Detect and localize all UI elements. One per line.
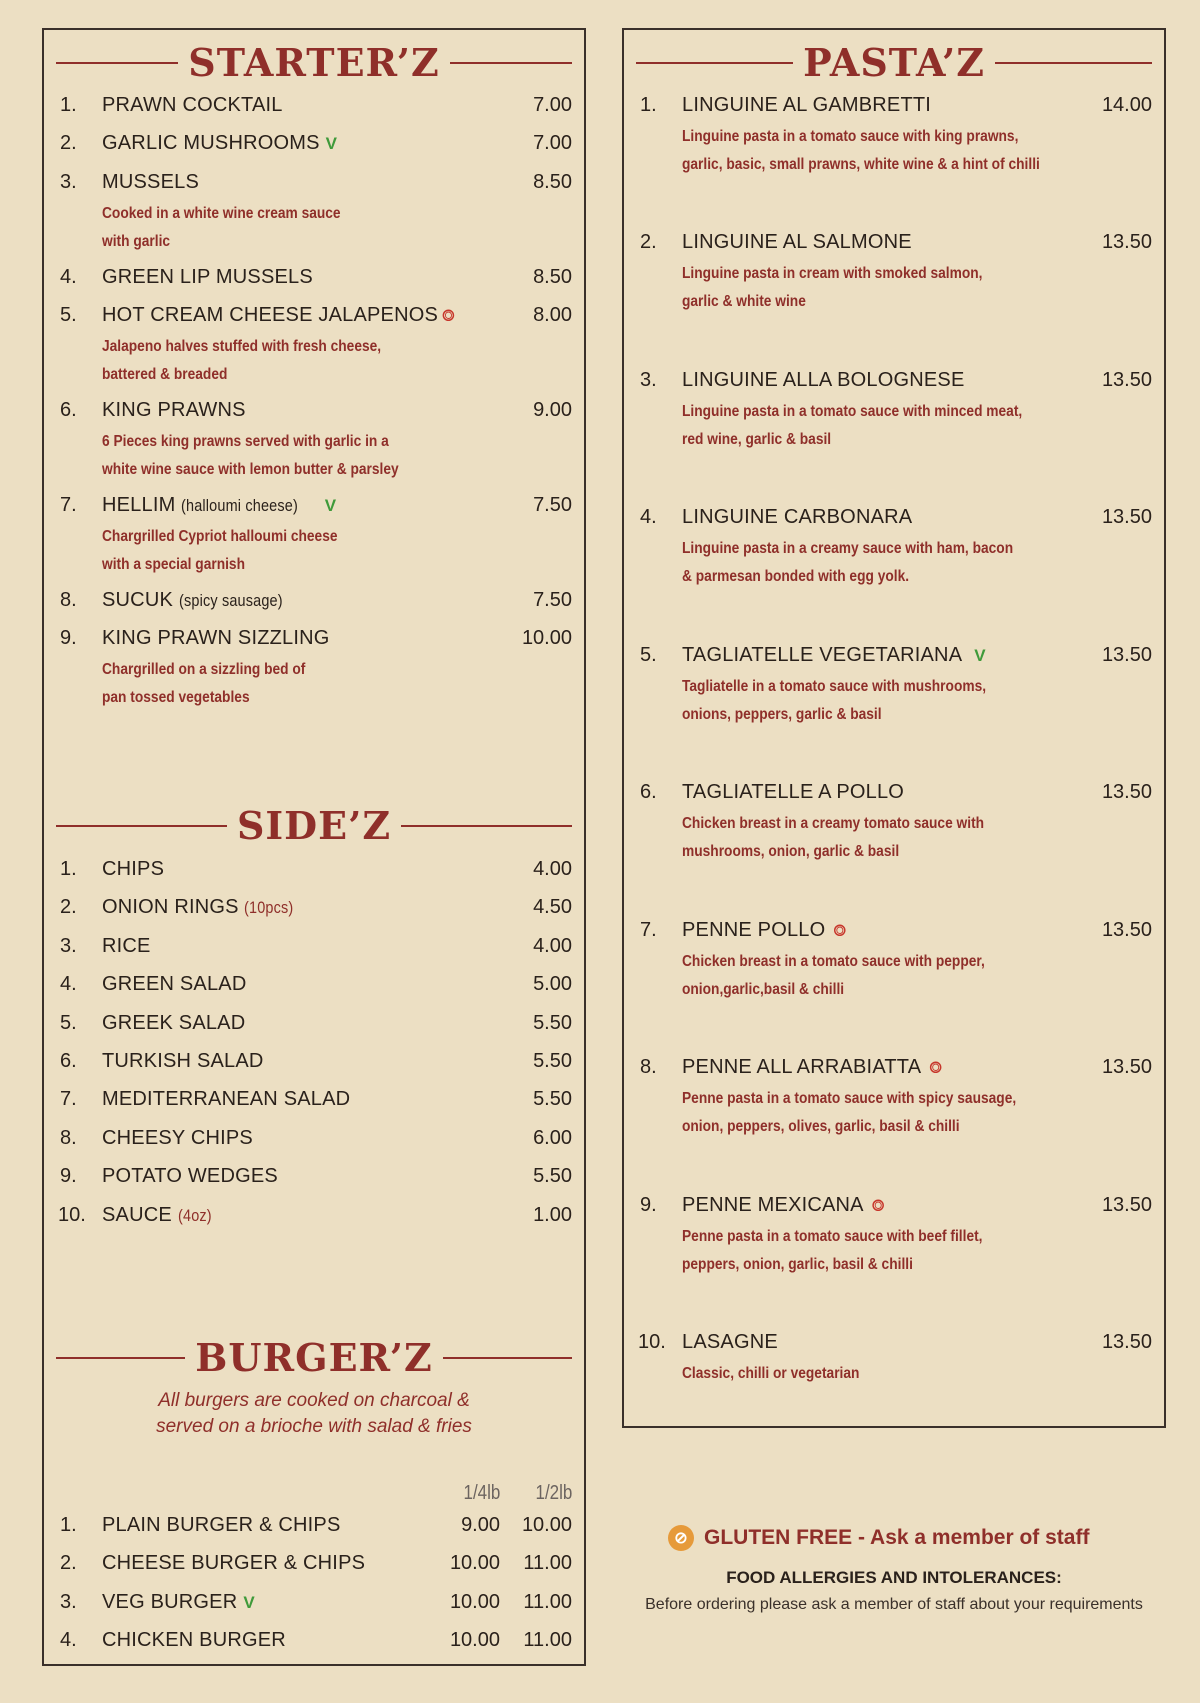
item-price-quarter: 10.00 — [449, 1629, 500, 1651]
item-price-quarter: 10.00 — [449, 1591, 500, 1613]
divider — [401, 825, 572, 827]
desc-line: 6 Pieces king prawns served with garlic in a — [102, 433, 389, 450]
item-price: 7.50 — [533, 494, 572, 516]
item-name: MUSSELS — [102, 171, 199, 193]
item-description — [682, 1223, 983, 1279]
item-name-text: SUCUK — [102, 589, 174, 611]
item-name: CHICKEN BURGER — [102, 1629, 286, 1651]
item-description — [682, 948, 985, 1004]
item-name: LINGUINE ALLA BOLOGNESE — [682, 369, 965, 391]
item-name — [102, 1591, 255, 1614]
item-description — [102, 656, 305, 712]
starters-title: STARTER’Z — [188, 40, 440, 85]
desc-line: Chicken breast in a creamy tomato sauce with — [682, 815, 985, 832]
item-name: POTATO WEDGES — [102, 1165, 278, 1187]
item-price: 8.00 — [533, 304, 572, 326]
vegetarian-icon: V — [325, 134, 338, 153]
item-number: 7. — [60, 1088, 77, 1110]
item-name: CHEESY CHIPS — [102, 1127, 253, 1149]
item-description — [682, 810, 984, 866]
item-name: TAGLIATELLE A POLLO — [682, 781, 905, 803]
burgers-header — [56, 1335, 572, 1380]
item-number: 8. — [60, 589, 77, 611]
right-menu-panel — [622, 28, 1166, 1428]
item-name-text: ONION RINGS — [102, 896, 239, 918]
item-price: 5.50 — [533, 1050, 572, 1072]
item-price: 5.00 — [533, 973, 572, 995]
item-price: 14.00 — [1101, 94, 1152, 116]
item-name — [102, 132, 337, 155]
sides-title: SIDE’Z — [236, 803, 392, 848]
item-name-text: HOT CREAM CHEESE JALAPENOS — [102, 304, 439, 326]
item-price: 13.50 — [1101, 369, 1152, 391]
item-number: 1. — [60, 94, 77, 116]
item-number: 1. — [60, 1514, 77, 1536]
item-price-half: 11.00 — [523, 1552, 572, 1574]
item-note: (10pcs) — [244, 898, 294, 917]
item-name: PLAIN BURGER & CHIPS — [102, 1514, 341, 1536]
item-name-text: HELLIM — [102, 494, 176, 516]
item-description — [682, 260, 983, 316]
burger-note-line: served on a brioche with salad & fries — [156, 1416, 472, 1437]
item-number: 8. — [640, 1056, 657, 1078]
item-price: 4.50 — [533, 896, 572, 918]
allergy-title: FOOD ALLERGIES AND INTOLERANCES: — [726, 1568, 1062, 1587]
item-price: 7.00 — [533, 94, 572, 116]
desc-line: Penne pasta in a tomato sauce with beef fillet, — [682, 1228, 983, 1245]
desc-line: battered & breaded — [102, 366, 228, 383]
burgers-title: BURGER’Z — [195, 1335, 433, 1380]
item-price: 13.50 — [1101, 781, 1152, 803]
item-price-quarter: 9.00 — [461, 1514, 500, 1536]
item-number: 5. — [60, 1012, 77, 1034]
item-description — [682, 673, 986, 729]
desc-line: peppers, onion, garlic, basil & chilli — [682, 1256, 913, 1273]
item-name — [682, 644, 986, 667]
desc-line: pan tossed vegetables — [102, 689, 250, 706]
gluten-free-notice — [668, 1525, 1128, 1551]
item-description — [102, 523, 338, 579]
desc-line: onion,garlic,basil & chilli — [682, 981, 845, 998]
item-price: 13.50 — [1101, 506, 1152, 528]
desc-line: onions, peppers, garlic & basil — [682, 706, 882, 723]
desc-line: Chicken breast in a tomato sauce with pepper, — [682, 953, 985, 970]
desc-line: Chargrilled on a sizzling bed of — [102, 661, 306, 678]
desc-line: with a special garnish — [102, 556, 246, 573]
burger-note — [44, 1388, 584, 1440]
item-name: KING PRAWNS — [102, 399, 246, 421]
item-name-text: VEG BURGER — [102, 1591, 238, 1613]
item-description — [102, 428, 399, 484]
item-description — [102, 333, 381, 389]
item-description — [682, 1085, 1016, 1141]
item-number: 4. — [60, 266, 77, 288]
item-number: 3. — [640, 369, 657, 391]
item-name — [102, 1204, 217, 1227]
item-name — [682, 919, 846, 942]
divider — [56, 1357, 185, 1359]
item-description — [102, 200, 341, 256]
desc-line: mushrooms, onion, garlic & basil — [682, 843, 900, 860]
item-number: 5. — [60, 304, 77, 326]
item-name-text: GARLIC MUSHROOMS — [102, 132, 320, 154]
desc-line: & parmesan bonded with egg yolk. — [682, 568, 910, 585]
item-price: 8.50 — [533, 266, 572, 288]
burger-note-line: All burgers are cooked on charcoal & — [158, 1390, 470, 1411]
item-number: 1. — [640, 94, 657, 116]
item-name: LINGUINE AL SALMONE — [682, 231, 912, 253]
desc-line: Linguine pasta in a creamy sauce with ham, bacon — [682, 540, 1014, 557]
item-number: 8. — [60, 1127, 77, 1149]
item-price: 10.00 — [521, 627, 572, 649]
pastas-header — [636, 40, 1152, 85]
desc-line: onion, peppers, olives, garlic, basil & chilli — [682, 1118, 960, 1135]
item-number: 4. — [60, 1629, 77, 1651]
desc-line: red wine, garlic & basil — [682, 431, 832, 448]
starters-header — [56, 40, 572, 85]
desc-line: Linguine pasta in a tomato sauce with minced meat, — [682, 403, 1023, 420]
item-price-half: 11.00 — [523, 1591, 572, 1613]
size-half-label: 1/2lb — [535, 1482, 572, 1504]
item-price: 5.50 — [533, 1165, 572, 1187]
chilli-icon: ⭗ — [929, 1060, 943, 1077]
item-price: 13.50 — [1101, 231, 1152, 253]
item-name: LINGUINE AL GAMBRETTI — [682, 94, 932, 116]
size-quarter-label: 1/4lb — [463, 1482, 500, 1504]
divider — [636, 62, 793, 64]
desc-line: garlic, basic, small prawns, white wine & a hint of chilli — [682, 156, 1040, 173]
item-price: 1.00 — [533, 1204, 572, 1226]
desc-line: Jalapeno halves stuffed with fresh cheese, — [102, 338, 382, 355]
item-number: 1. — [60, 858, 77, 880]
allergy-text: Before ordering please ask a member of staff about your requirements — [645, 1596, 1143, 1613]
vegetarian-icon: V — [324, 496, 337, 515]
chilli-icon: ⭗ — [833, 923, 847, 940]
divider — [450, 62, 572, 64]
gluten-free-text: GLUTEN FREE - Ask a member of staff — [704, 1526, 1090, 1549]
item-name — [102, 494, 336, 517]
item-price: 5.50 — [533, 1088, 572, 1110]
item-name: GREEK SALAD — [102, 1012, 246, 1034]
desc-line: with garlic — [102, 233, 171, 250]
item-number: 9. — [60, 627, 77, 649]
item-number: 7. — [640, 919, 657, 941]
item-name: TURKISH SALAD — [102, 1050, 264, 1072]
item-number: 6. — [60, 1050, 77, 1072]
item-number: 3. — [60, 935, 77, 957]
item-name: KING PRAWN SIZZLING — [102, 627, 330, 649]
item-price-quarter: 10.00 — [449, 1552, 500, 1574]
item-number: 10. — [638, 1331, 666, 1353]
desc-line: garlic & white wine — [682, 293, 806, 310]
item-name — [682, 1194, 885, 1217]
gluten-free-icon: ⊘ — [668, 1525, 694, 1551]
item-number: 5. — [640, 644, 657, 666]
chilli-icon: ⭗ — [871, 1198, 885, 1215]
item-name: MEDITERRANEAN SALAD — [102, 1088, 351, 1110]
item-name: CHIPS — [102, 858, 165, 880]
item-number: 2. — [640, 231, 657, 253]
desc-line: Tagliatelle in a tomato sauce with mushrooms, — [682, 678, 987, 695]
item-name: GREEN LIP MUSSELS — [102, 266, 313, 288]
item-price: 13.50 — [1101, 919, 1152, 941]
item-name — [102, 896, 303, 919]
desc-line: white wine sauce with lemon butter & parsley — [102, 461, 399, 478]
divider — [56, 62, 178, 64]
item-name: RICE — [102, 935, 151, 957]
item-number: 3. — [60, 171, 77, 193]
item-number: 2. — [60, 896, 77, 918]
divider — [443, 1357, 572, 1359]
item-description — [682, 123, 1040, 179]
item-number: 9. — [60, 1165, 77, 1187]
item-name: GREEN SALAD — [102, 973, 247, 995]
desc-line: Classic, chilli or vegetarian — [682, 1365, 860, 1382]
item-note: (halloumi cheese) — [181, 496, 299, 515]
item-price: 8.50 — [533, 171, 572, 193]
item-number: 7. — [60, 494, 77, 516]
item-price: 13.50 — [1101, 1331, 1152, 1353]
item-price: 4.00 — [533, 858, 572, 880]
item-price: 13.50 — [1101, 1194, 1152, 1216]
item-number: 9. — [640, 1194, 657, 1216]
item-name: CHEESE BURGER & CHIPS — [102, 1552, 366, 1574]
item-name-text: PENNE ALL ARRABIATTA — [682, 1056, 922, 1078]
item-note: (spicy sausage) — [178, 591, 283, 610]
item-number: 4. — [640, 506, 657, 528]
desc-line: Linguine pasta in a tomato sauce with king prawns, — [682, 128, 1019, 145]
desc-line: Penne pasta in a tomato sauce with spicy sausage, — [682, 1090, 1017, 1107]
item-number: 6. — [640, 781, 657, 803]
item-number: 10. — [58, 1204, 86, 1226]
item-price-half: 10.00 — [521, 1514, 572, 1536]
vegetarian-icon: V — [974, 646, 986, 665]
item-price: 7.00 — [533, 132, 572, 154]
item-description — [682, 535, 1013, 591]
item-price-half: 11.00 — [523, 1629, 572, 1651]
item-name: LINGUINE CARBONARA — [682, 506, 913, 528]
chilli-icon: ⭗ — [442, 308, 455, 325]
item-description — [682, 398, 1022, 454]
item-name — [102, 589, 301, 612]
left-menu-panel — [42, 28, 586, 1666]
item-number: 6. — [60, 399, 77, 421]
item-name-text: PENNE POLLO — [682, 919, 826, 941]
item-name-text: SAUCE — [102, 1204, 172, 1226]
desc-line: Chargrilled Cypriot halloumi cheese — [102, 528, 338, 545]
item-description — [682, 1360, 859, 1388]
item-price: 9.00 — [533, 399, 572, 421]
item-price: 13.50 — [1101, 1056, 1152, 1078]
sides-header — [56, 803, 572, 848]
item-name — [102, 304, 455, 327]
item-name-text: TAGLIATELLE VEGETARIANA — [682, 644, 963, 666]
item-name — [682, 1056, 942, 1079]
item-price: 4.00 — [533, 935, 572, 957]
divider — [995, 62, 1152, 64]
desc-line: Cooked in a white wine cream sauce — [102, 205, 341, 222]
item-price: 7.50 — [533, 589, 572, 611]
item-name: PRAWN COCKTAIL — [102, 94, 283, 116]
item-number: 3. — [60, 1591, 77, 1613]
pastas-title: PASTA’Z — [803, 40, 985, 85]
vegetarian-icon: V — [243, 1593, 255, 1612]
item-number: 2. — [60, 132, 77, 154]
desc-line: Linguine pasta in cream with smoked salmon, — [682, 265, 983, 282]
divider — [56, 825, 227, 827]
item-number: 2. — [60, 1552, 77, 1574]
item-number: 4. — [60, 973, 77, 995]
item-price: 5.50 — [533, 1012, 572, 1034]
item-note: (4oz) — [177, 1206, 212, 1225]
item-name-text: PENNE MEXICANA — [682, 1194, 864, 1216]
item-price: 6.00 — [533, 1127, 572, 1149]
item-name: LASAGNE — [682, 1331, 778, 1353]
item-price: 13.50 — [1101, 644, 1152, 666]
